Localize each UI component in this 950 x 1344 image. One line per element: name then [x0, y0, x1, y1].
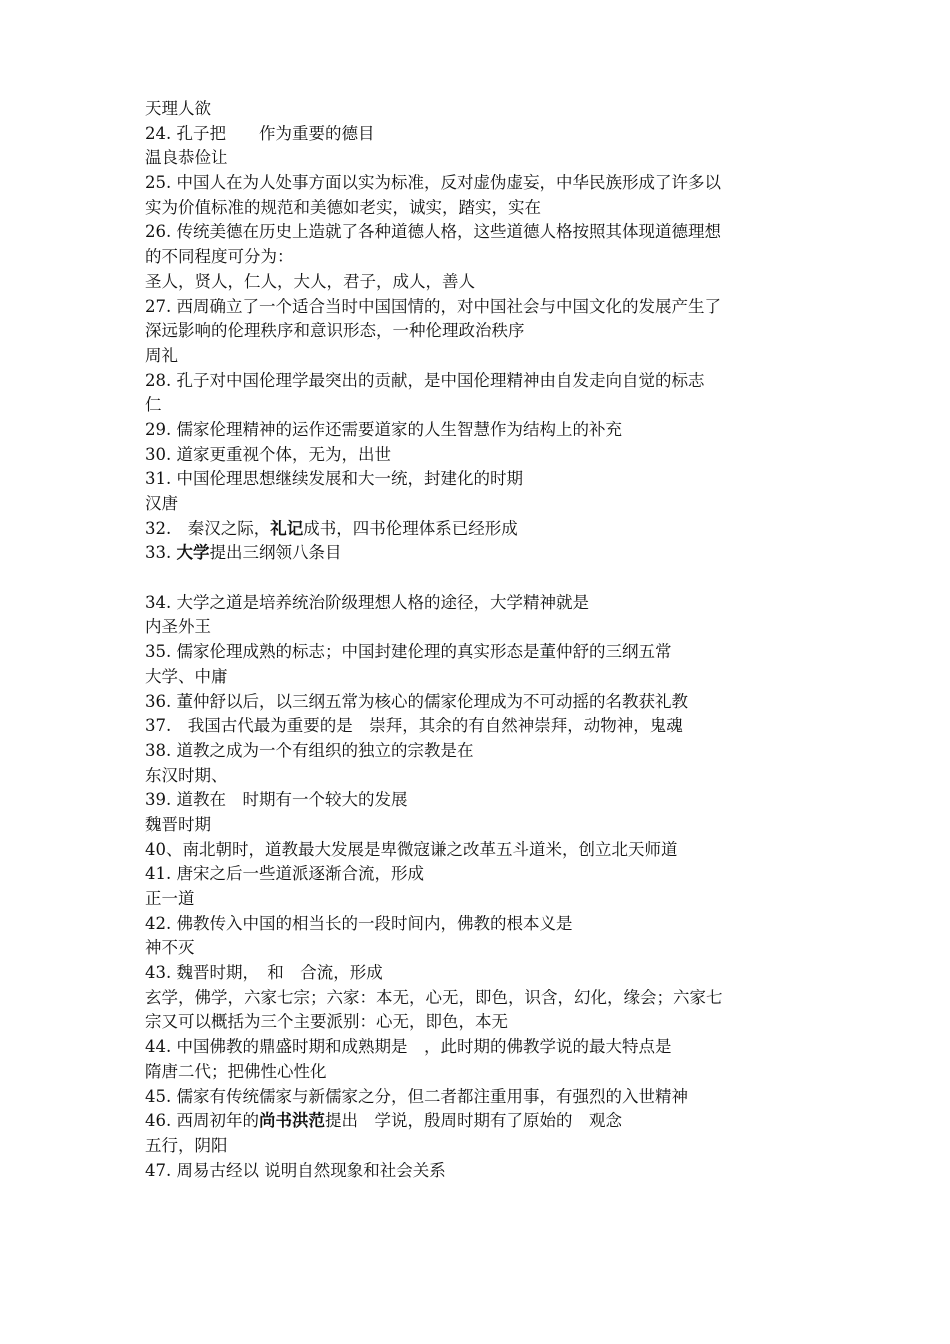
document-body [145, 97, 835, 1183]
bold-text-run: 尚书洪范 [259, 1111, 325, 1131]
text-line: 42. 佛教传入中国的相当长的一段时间内，佛教的根本义是 [145, 913, 573, 933]
text-line: 正一道 [145, 889, 195, 908]
text-run: 提出 学说，殷周时期有了原始的 观念 [325, 1111, 622, 1131]
text-line: 41. 唐宋之后一些道派逐渐合流，形成 [145, 864, 424, 884]
text-line: 的不同程度可分为： [145, 247, 294, 267]
text-line: 神不灭 [145, 938, 195, 958]
text-line: 35. 儒家伦理成熟的标志；中国封建伦理的真实形态是董仲舒的三纲五常 [145, 642, 672, 662]
text-line: 深远影响的伦理秩序和意识形态，一种伦理政治秩序 [145, 321, 525, 341]
text-line: 大学、中庸 [145, 666, 228, 686]
text-line: 隋唐二代；把佛性心性化 [145, 1061, 327, 1081]
text-line: 40、南北朝时，道教最大发展是卑微寇谦之改革五斗道米，创立北天师道 [145, 839, 678, 859]
text-line: 43. 魏晋时期， 和 合流，形成 [145, 963, 383, 983]
text-line: 周礼 [145, 345, 178, 365]
text-line: 39. 道教在 时期有一个较大的发展 [145, 790, 408, 810]
text-line: 31. 中国伦理思想继续发展和大一统，封建化的时期 [145, 469, 523, 489]
text-line: 26. 传统美德在历史上造就了各种道德人格，这些道德人格按照其体现道德理想 [145, 222, 721, 242]
text-line: 30. 道家更重视个体，无为，出世 [145, 444, 391, 464]
bold-text-run: 礼记 [270, 518, 304, 538]
text-line-mixed [145, 517, 835, 542]
text-line: 玄学，佛学，六家七宗；六家：本无，心无，即色，识含，幻化，缘会；六家七 [145, 987, 723, 1007]
text-line: 24. 孔子把 作为重要的德目 [145, 123, 375, 143]
text-line: 47. 周易古经以 说明自然现象和社会关系 [145, 1160, 446, 1180]
text-line: 28. 孔子对中国伦理学最突出的贡献，是中国伦理精神由自发走向自觉的标志 [145, 370, 705, 390]
text-line: 汉唐 [145, 494, 178, 513]
text-line: 27. 西周确立了一个适合当时中国国情的，对中国社会与中国文化的发展产生了 [145, 296, 721, 316]
text-line: 内圣外王 [145, 617, 211, 637]
text-line: 36. 董仲舒以后，以三纲五常为核心的儒家伦理成为不可动摇的名教获礼教 [145, 691, 688, 711]
text-line-mixed [145, 541, 835, 566]
text-line: 45. 儒家有传统儒家与新儒家之分，但二者都注重用事，有强烈的入世精神 [145, 1086, 688, 1106]
text-line: 仁 [145, 395, 162, 415]
text-run: 46. 西周初年的 [145, 1111, 259, 1131]
text-line: 44. 中国佛教的鼎盛时期和成熟期是 ，此时期的佛教学说的最大特点是 [145, 1037, 672, 1057]
text-line: 29. 儒家伦理精神的运作还需要道家的人生智慧作为结构上的补充 [145, 419, 622, 439]
text-line-mixed [145, 1109, 835, 1134]
text-line: 25. 中国人在为人处事方面以实为标准，反对虚伪虚妄，中华民族形成了许多以 [145, 173, 721, 193]
text-run: 33. [145, 543, 177, 563]
text-line: 五行，阴阳 [145, 1135, 228, 1155]
bold-text-run: 大学 [176, 543, 210, 563]
text-line: 宗又可以概括为三个主要派别：心无，即色，本无 [145, 1012, 508, 1032]
text-run: 32. 秦汉之际， [145, 518, 271, 538]
text-line: 东汉时期、 [145, 765, 228, 785]
blank-line [145, 566, 835, 591]
text-line: 魏晋时期 [145, 814, 211, 834]
text-run: 成书，四书伦理体系已经形成 [303, 518, 518, 538]
text-line: 温良恭俭让 [145, 148, 228, 168]
text-line: 实为价值标准的规范和美德如老实，诚实，踏实，实在 [145, 197, 541, 217]
text-line: 38. 道教之成为一个有组织的独立的宗教是在 [145, 740, 474, 760]
text-line: 34. 大学之道是培养统治阶级理想人格的途径，大学精神就是 [145, 592, 589, 612]
text-line: 天理人欲 [145, 99, 211, 118]
text-line: 圣人，贤人，仁人，大人，君子，成人，善人 [145, 271, 475, 291]
text-line: 37. 我国古代最为重要的是 崇拜，其余的有自然神崇拜，动物神，鬼魂 [145, 716, 683, 736]
text-run: 提出三纲领八条目 [209, 543, 342, 563]
